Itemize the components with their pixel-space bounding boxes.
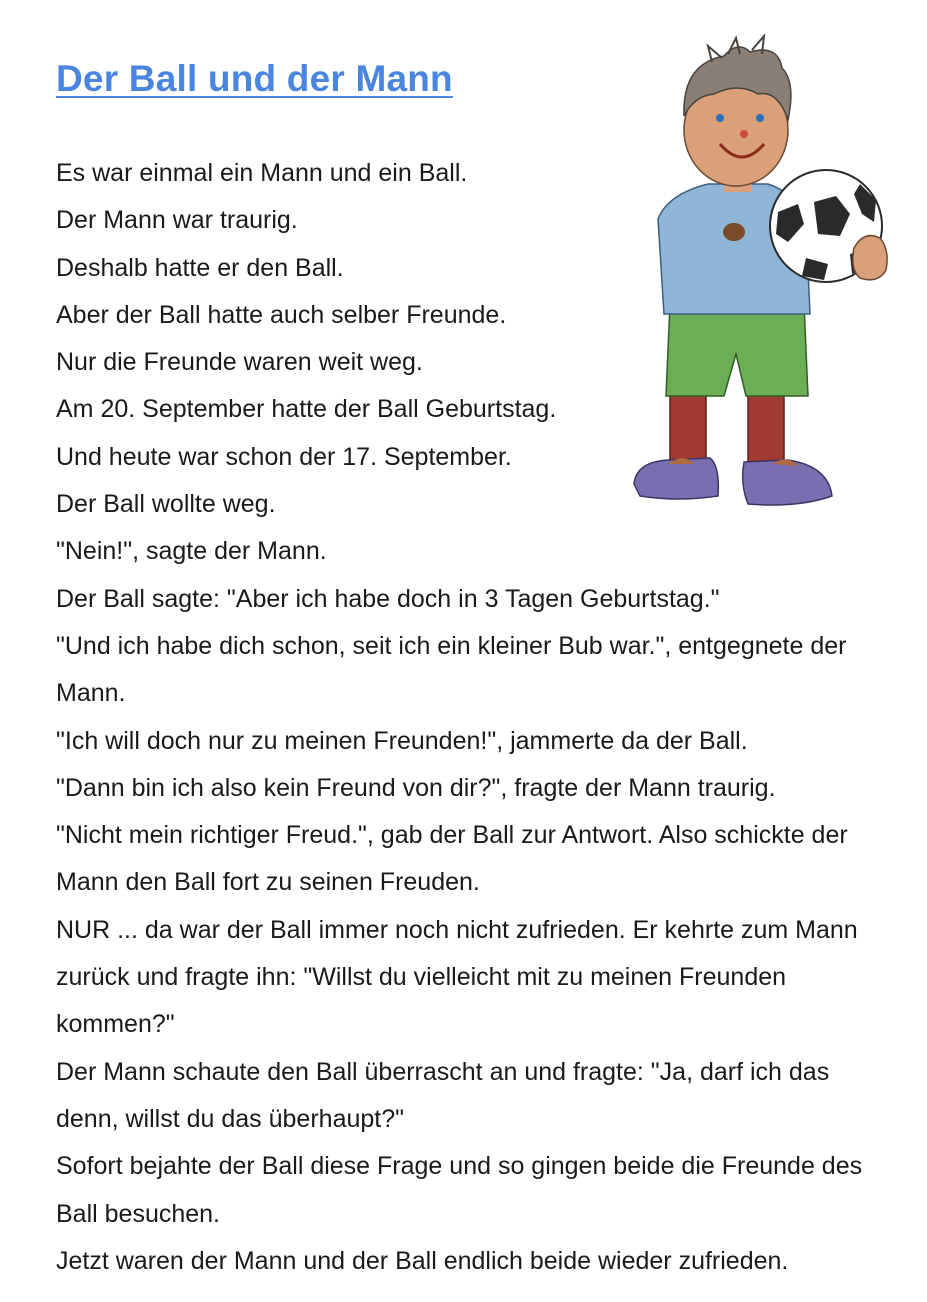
story-line: "Dann bin ich also kein Freund von dir?", fragte der Mann traurig. — [56, 773, 776, 802]
story-line: "Und ich habe dich schon, seit ich ein kleiner Bub war.", entgegnete der Mann. — [56, 631, 847, 708]
story-line: Am 20. September hatte der Ball Geburtstag. — [56, 395, 557, 424]
story-line: Der Mann schaute den Ball überrascht an und fragte: "Ja, darf ich das denn, willst du das überhaupt?" — [56, 1057, 830, 1133]
story-line: "Nein!", sagte der Mann. — [56, 537, 327, 566]
story-line: "Nicht mein richtiger Freud.", gab der Ball zur Antwort. Also schickte der Mann den Ball fort zu seinen Freuden. — [56, 821, 848, 897]
story-line: Der Ball wollte weg. — [56, 490, 276, 519]
story-text — [56, 150, 896, 1285]
page-title: Der Ball und der Mann — [56, 58, 453, 99]
story-line: Aber der Ball hatte auch selber Freunde. — [56, 300, 507, 329]
story-line: Und heute war schon der 17. September. — [56, 442, 512, 471]
story-line: "Ich will doch nur zu meinen Freunden!", jammerte da der Ball. — [56, 726, 748, 755]
story-line: Sofort bejahte der Ball diese Frage und so gingen beide die Freunde des Ball besuchen. — [56, 1152, 863, 1228]
story-line: Jetzt waren der Mann und der Ball endlich beide wieder zufrieden. — [56, 1246, 789, 1275]
story-line: NUR ... da war der Ball immer noch nicht zufrieden. Er kehrte zum Mann zurück und fragte ihn: "Willst du vielleicht mit zu meinen Freunden kommen?" — [56, 915, 858, 1039]
story-line: Nur die Freunde waren weit weg. — [56, 348, 423, 377]
story-line: Es war einmal ein Mann und ein Ball. — [56, 159, 468, 187]
story-line: Deshalb hatte er den Ball. — [56, 253, 344, 282]
story-line: Der Mann war traurig. — [56, 206, 298, 235]
story-line: Der Ball sagte: "Aber ich habe doch in 3 Tagen Geburtstag." — [56, 584, 720, 613]
